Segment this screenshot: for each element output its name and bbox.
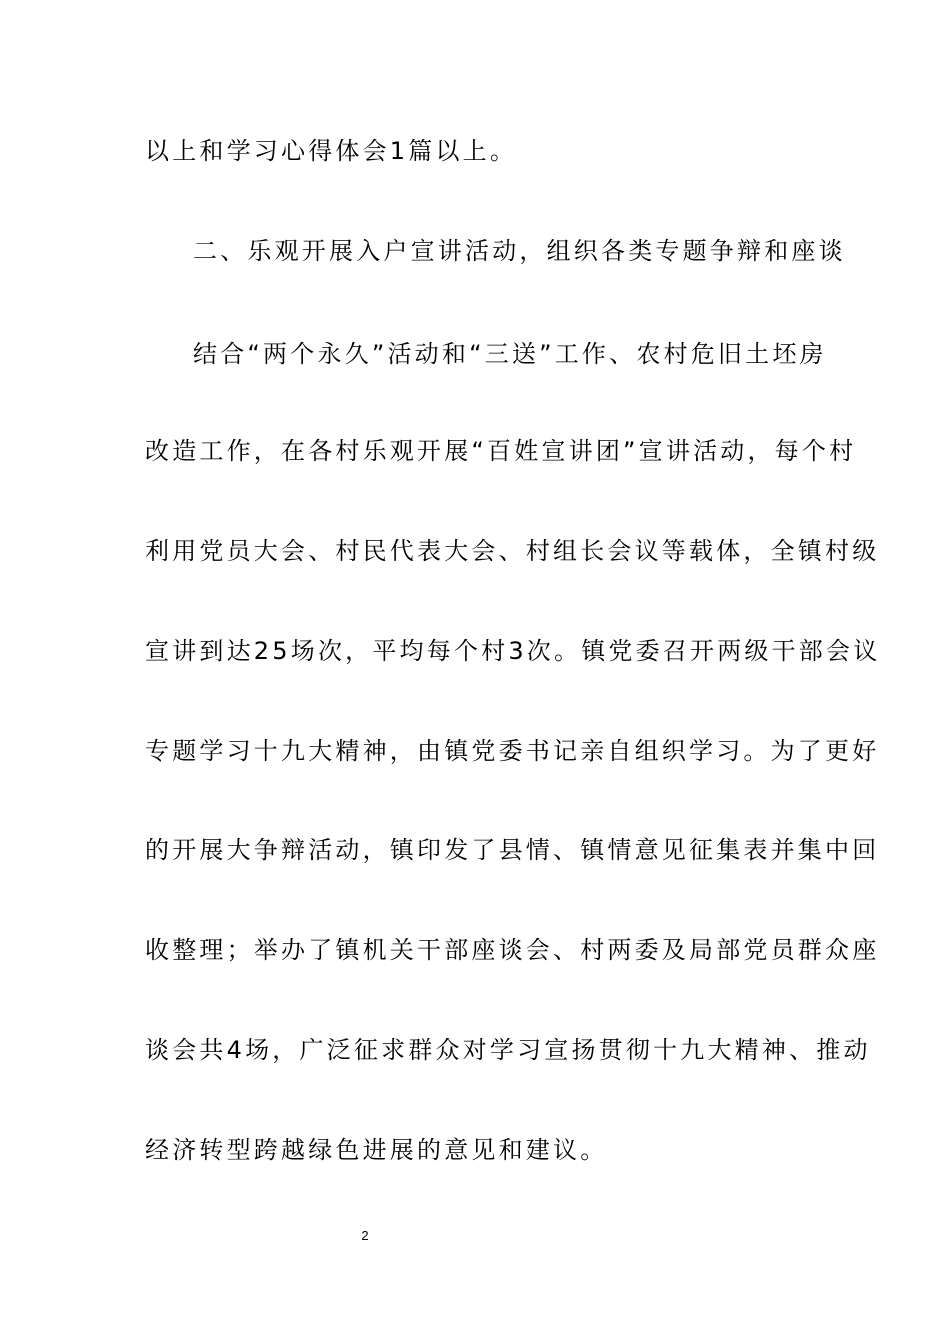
paragraph-line: 利用党员大会、村民代表大会、村组长会议等载体，全镇村级: [145, 537, 880, 565]
page-number: 2: [361, 1228, 369, 1243]
paragraph-line: 谈会共4场，广泛征求群众对学习宣扬贯彻十九大精神、推动: [145, 1036, 871, 1064]
paragraph-continuation-line: 以上和学习心得体会1篇以上。: [145, 137, 518, 165]
paragraph-line: 的开展大争辩活动，镇印发了县情、镇情意见征集表并集中回: [145, 836, 880, 864]
paragraph-line: 经济转型跨越绿色进展的意见和建议。: [145, 1136, 608, 1164]
paragraph-line: 结合“两个永久”活动和“三送”工作、农村危旧土坯房: [193, 340, 827, 368]
paragraph-line: 专题学习十九大精神，由镇党委书记亲自组织学习。为了更好: [145, 737, 880, 765]
paragraph-line: 宣讲到达25场次，平均每个村3次。镇党委召开两级干部会议: [145, 637, 881, 665]
section-heading: 二、乐观开展入户宣讲活动，组织各类专题争辩和座谈: [193, 237, 846, 265]
paragraph-line: 改造工作，在各村乐观开展“百姓宣讲团”宣讲活动，每个村: [145, 437, 857, 465]
paragraph-line: 收整理；举办了镇机关干部座谈会、村两委及局部党员群众座: [145, 936, 880, 964]
